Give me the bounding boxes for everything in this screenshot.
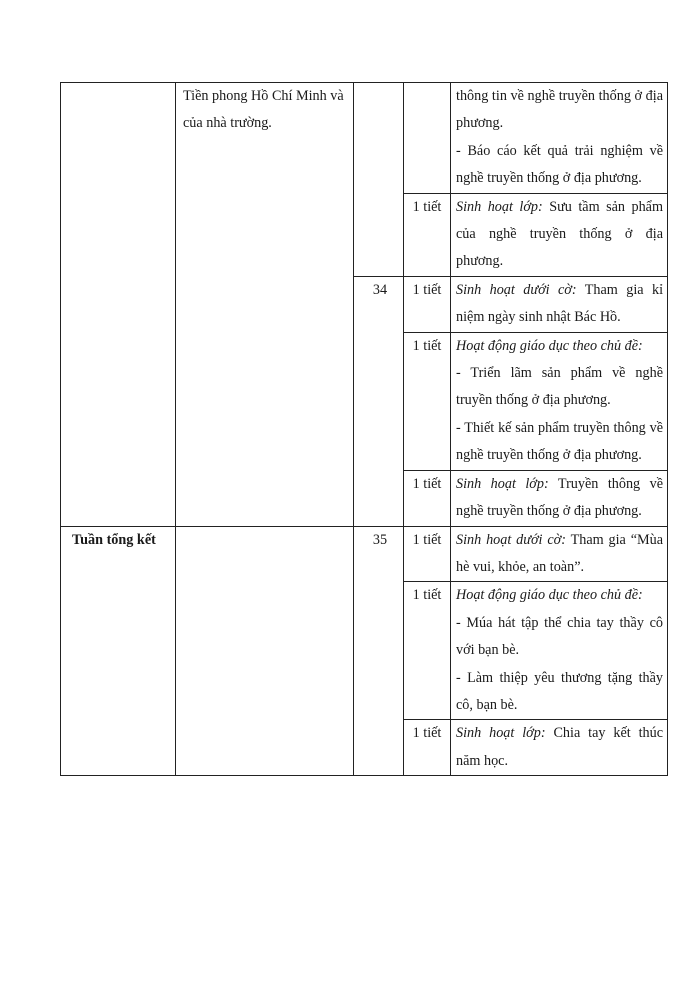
- activity-cell: [451, 526, 668, 582]
- activity-line: thông tin về nghề truyền thống ở địa phương.: [456, 88, 663, 132]
- activity-title: Sinh hoạt lớp:: [456, 198, 543, 215]
- week-number-cell: 35: [354, 526, 404, 776]
- activity-line: - Làm thiệp yêu thương tặng thầy cô, bạn bè.: [456, 669, 663, 713]
- activity-cell: [451, 332, 668, 470]
- content-cell: Tiền phong Hồ Chí Minh và của nhà trường.: [176, 83, 354, 527]
- duration-cell: [404, 83, 451, 194]
- activity-text: Tham gia “Mùa hè vui, khỏe, an toàn”.: [456, 531, 663, 575]
- activity-line: - Báo cáo kết quả trải nghiệm về nghề truyền thống ở địa phương.: [456, 142, 663, 187]
- activity-cell: [451, 193, 668, 276]
- table-row: [61, 526, 668, 582]
- duration-cell: 1 tiết: [404, 332, 451, 470]
- activity-title: Sinh hoạt lớp:: [456, 725, 546, 742]
- duration-cell: 1 tiết: [404, 276, 451, 332]
- activity-text: Truyền thông về nghề truyền thống ở địa phương.: [456, 475, 663, 520]
- duration-cell: 1 tiết: [404, 720, 451, 776]
- activity-title: Sinh hoạt dưới cờ:: [456, 531, 566, 548]
- activity-title: Sinh hoạt dưới cờ:: [456, 281, 577, 298]
- week-number-cell: [354, 83, 404, 277]
- activity-line: - Triển lãm sản phẩm về nghề truyền thống ở địa phương.: [456, 365, 663, 409]
- activity-cell: [451, 83, 668, 194]
- week-label-cell: Tuần tổng kết: [61, 526, 176, 776]
- duration-cell: 1 tiết: [404, 470, 451, 526]
- duration-cell: 1 tiết: [404, 526, 451, 582]
- content-cell: [176, 526, 354, 776]
- activity-line: - Thiết kế sản phẩm truyền thông về nghề truyền thống ở địa phương.: [456, 419, 663, 464]
- activity-cell: [451, 720, 668, 776]
- week-label-cell: [61, 83, 176, 527]
- activity-cell: [451, 276, 668, 332]
- week-number-cell: 34: [354, 276, 404, 526]
- activity-title: Sinh hoạt lớp:: [456, 475, 549, 492]
- activity-line: - Múa hát tập thể chia tay thầy cô với bạn bè.: [456, 614, 663, 659]
- activity-text: Tham gia kỉ niệm ngày sinh nhật Bác Hồ.: [456, 281, 664, 326]
- activity-text: Sưu tầm sản phẩm của nghề truyền thống ở địa phương.: [456, 198, 664, 270]
- activity-text: Chia tay kết thúc năm học.: [456, 725, 664, 769]
- schedule-table: [60, 82, 668, 776]
- activity-cell: [451, 470, 668, 526]
- table-row: [61, 83, 668, 194]
- activity-cell: [451, 582, 668, 720]
- duration-cell: 1 tiết: [404, 193, 451, 276]
- activity-title: Hoạt động giáo dục theo chủ đề:: [456, 587, 643, 604]
- duration-cell: 1 tiết: [404, 582, 451, 720]
- activity-title: Hoạt động giáo dục theo chủ đề:: [456, 337, 643, 354]
